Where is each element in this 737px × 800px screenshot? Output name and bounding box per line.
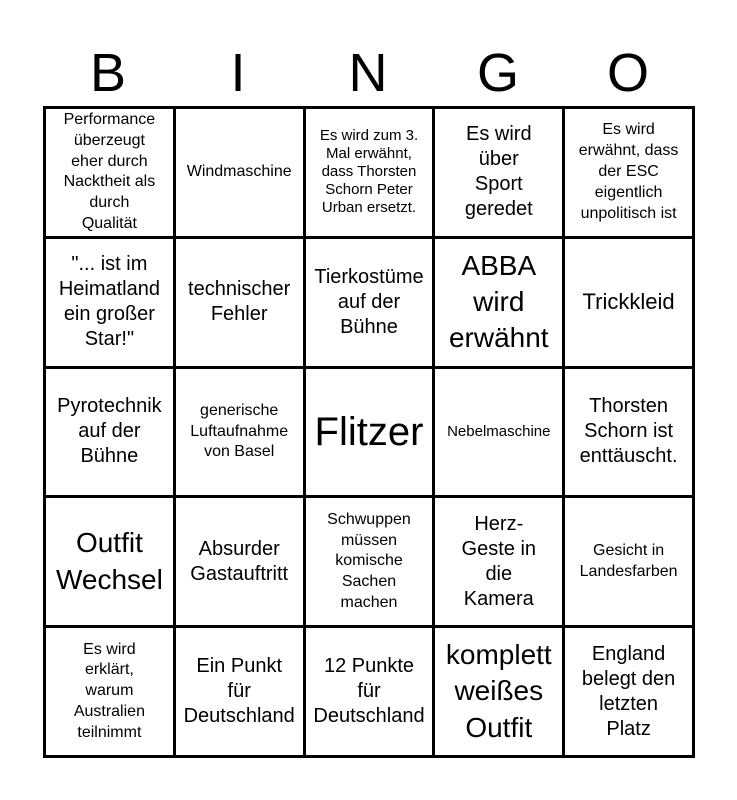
bingo-cell[interactable] <box>306 109 433 236</box>
cell-text: Pyrotechnik auf der Bühne <box>57 395 162 468</box>
bingo-cell[interactable] <box>46 628 173 755</box>
bingo-cell[interactable] <box>46 369 173 496</box>
bingo-cell[interactable] <box>435 109 562 236</box>
bingo-cell[interactable] <box>435 369 562 496</box>
bingo-cell[interactable] <box>46 109 173 236</box>
header-letter-b: B <box>89 43 127 103</box>
cell-text: Es wird erwähnt, dass der ESC eigentlich unpolitisch ist <box>578 121 679 222</box>
cell-text: Es wird zum 3. Mal erwähnt, dass Thorsten Schorn Peter Urban ersetzt. <box>319 127 419 217</box>
bingo-cell[interactable] <box>176 239 303 366</box>
bingo-cell[interactable] <box>46 498 173 625</box>
cell-text: Ein Punkt für Deutschland <box>183 655 295 728</box>
bingo-cell[interactable] <box>435 239 562 366</box>
cell-text: Herz-Geste in die Kamera <box>461 512 537 610</box>
bingo-cell[interactable] <box>306 239 433 366</box>
bingo-cell[interactable] <box>176 628 303 755</box>
bingo-cell[interactable] <box>565 498 692 625</box>
cell-text: Absurder Gastauftritt <box>190 537 289 585</box>
cell-text: Trickkleid <box>582 289 675 315</box>
cell-text: Thorsten Schorn ist enttäuscht. <box>579 395 678 468</box>
cell-text: "... ist im Heimatland ein großer Star!" <box>58 253 160 351</box>
bingo-cell[interactable] <box>565 369 692 496</box>
cell-text: Performance überzeugt eher durch Nacktheit als durch Qualität <box>63 111 156 232</box>
bingo-cell[interactable] <box>565 239 692 366</box>
bingo-grid <box>43 106 695 758</box>
bingo-cell[interactable] <box>435 498 562 625</box>
header-letter-n: N <box>348 43 388 103</box>
cell-text: generische Luftaufnahme von Basel <box>190 401 289 461</box>
bingo-cell[interactable] <box>565 109 692 236</box>
cell-text: Windmaschine <box>186 163 292 180</box>
bingo-cell[interactable] <box>176 498 303 625</box>
cell-text: 12 Punkte für Deutschland <box>313 655 425 728</box>
header-letter-i: I <box>230 43 246 103</box>
cell-text: Nebelmaschine <box>447 422 551 440</box>
cell-text: Tierkostüme auf der Bühne <box>314 265 424 338</box>
cell-text: Gesicht in Landesfarben <box>579 541 678 580</box>
cell-text: technischer Fehler <box>188 278 291 326</box>
cell-text: Outfit Wechsel <box>55 527 163 595</box>
bingo-cell[interactable] <box>435 628 562 755</box>
cell-text: komplett weißes Outfit <box>445 639 552 743</box>
header-letter-g: G <box>476 43 519 103</box>
cell-text: Flitzer <box>314 409 424 454</box>
bingo-cell free-space[interactable] <box>306 369 433 496</box>
bingo-cell[interactable] <box>176 369 303 496</box>
bingo-header <box>43 40 695 106</box>
bingo-cell[interactable] <box>46 239 173 366</box>
cell-text: Es wird erklärt, warum Australien teilnimmt <box>73 640 145 741</box>
bingo-cell[interactable] <box>306 498 433 625</box>
header-letter-o: O <box>606 43 649 103</box>
cell-text: ABBA wird erwähnt <box>448 249 549 354</box>
cell-text: England belegt den letzten Platz <box>581 642 676 740</box>
bingo-cell[interactable] <box>565 628 692 755</box>
cell-text: Schwuppen müssen komische Sachen machen <box>327 510 411 611</box>
bingo-cell[interactable] <box>176 109 303 236</box>
bingo-cell[interactable] <box>306 628 433 755</box>
cell-text: Es wird über Sport geredet <box>464 123 533 221</box>
